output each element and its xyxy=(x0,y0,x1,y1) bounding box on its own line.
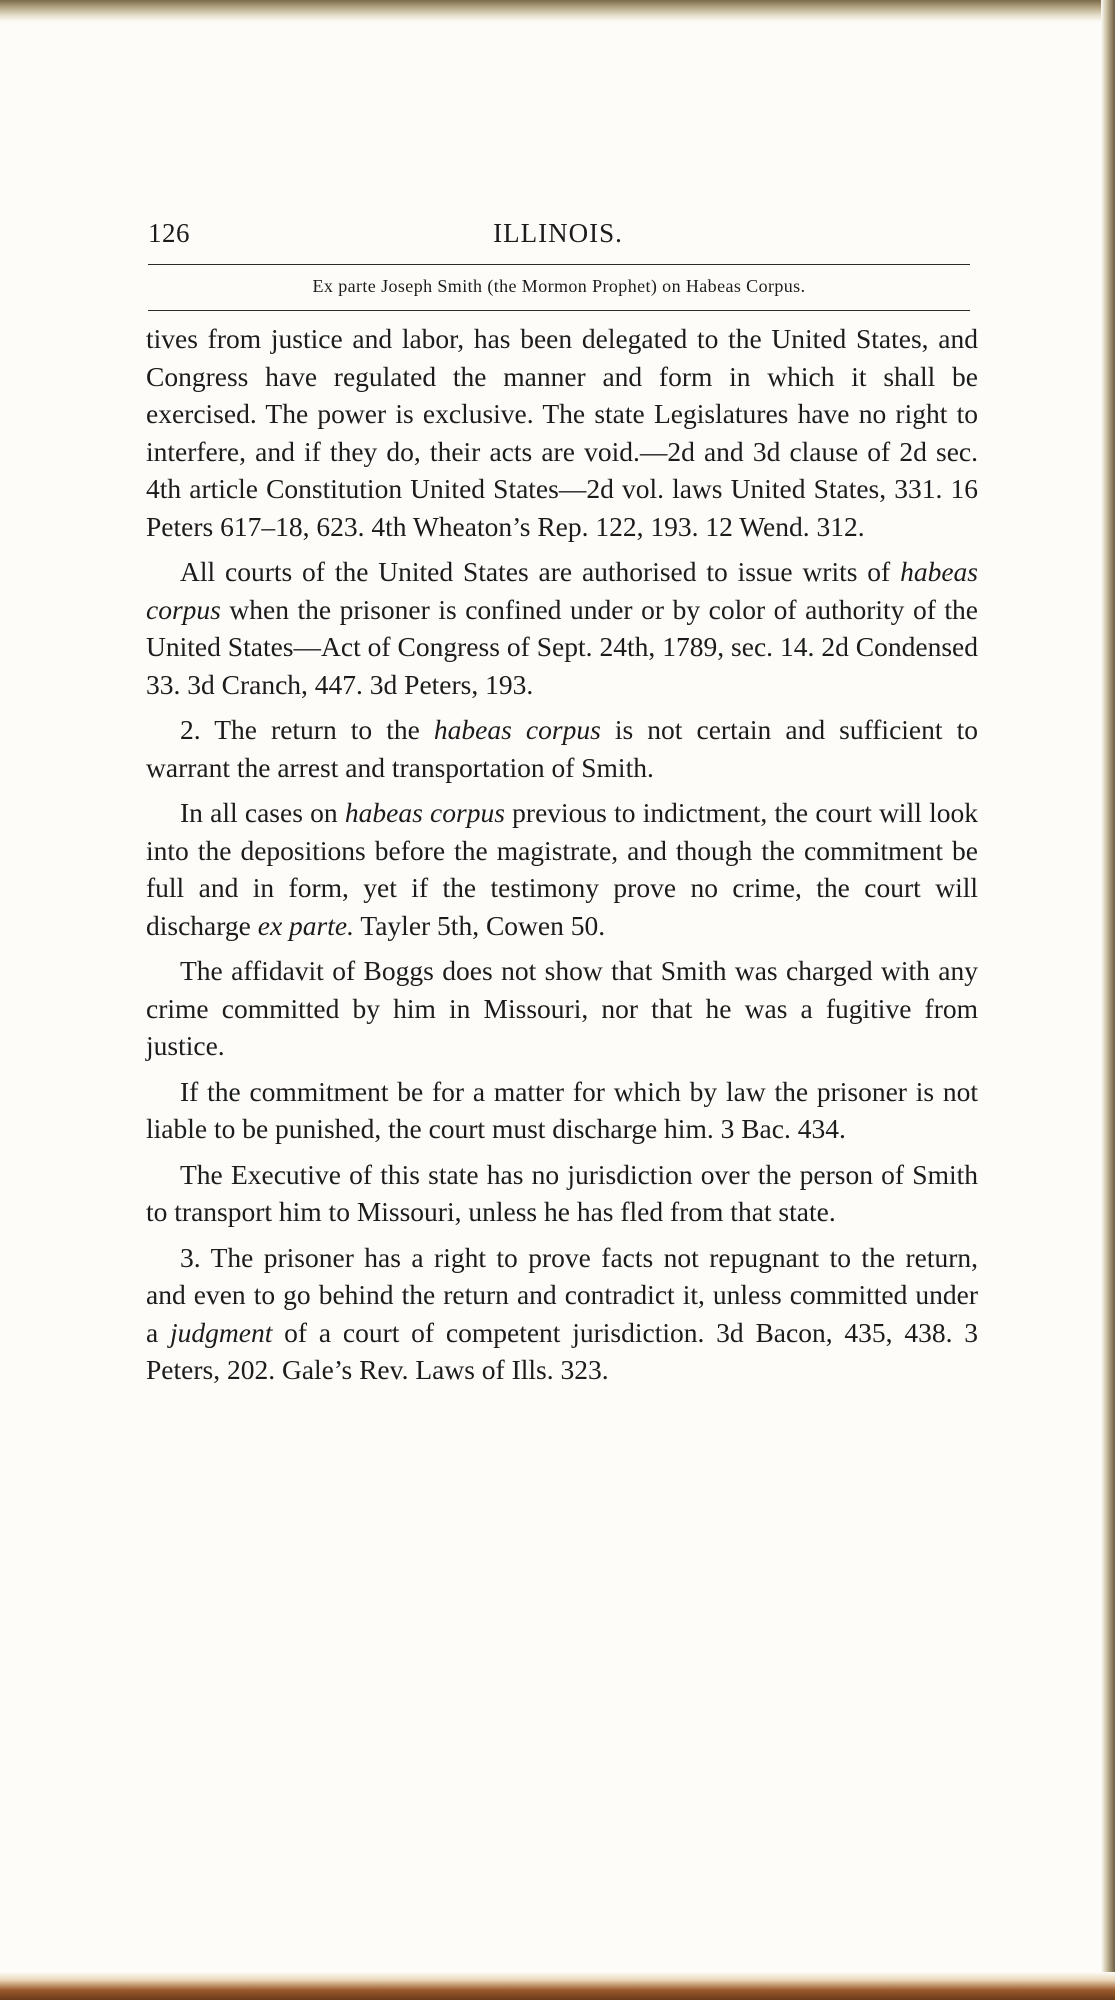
text-run: tives from justice and labor, has been delegated to the United States, and Congress have regulated the manner and form in which it shall be exercised. The power is exclusive. The state Legislatures have no right to interfere, and if they do, their acts are void.—2d and 3d clause of 2d sec. 4th article Constitution United States—2d vol. laws United States, 331. 16 Peters 617–18, 623. 4th Wheaton’s Rep. 122, 193. 12 Wend. 312. xyxy=(146,323,978,542)
text-run: 2. The return to the xyxy=(180,714,434,745)
italic-run: habeas corpus xyxy=(344,797,505,828)
paragraph xyxy=(146,794,978,944)
text-run: If the commitment be for a matter for which by law the prisoner is not liable to be punished, the court must discharge him. 3 Bac. 434. xyxy=(146,1075,978,1144)
paragraph xyxy=(146,553,978,703)
paragraph xyxy=(146,711,978,786)
italic-run: habeas corpus xyxy=(146,556,978,625)
italic-run: ex parte. xyxy=(257,909,354,941)
running-head xyxy=(148,218,968,254)
text-run: is not certain and sufficient to warrant the arrest and transportation of Smith. xyxy=(146,714,978,783)
text-run: Tayler 5th, Cowen 50. xyxy=(353,909,606,941)
page-right-edge xyxy=(1101,0,1115,2000)
body-text xyxy=(146,320,978,1397)
page-bottom-edge xyxy=(0,1972,1115,2000)
case-caption: Ex parte Joseph Smith (the Mormon Prophet) on Habeas Corpus. xyxy=(312,276,806,296)
italic-run: habeas corpus xyxy=(433,714,601,745)
page-top-edge xyxy=(0,0,1115,22)
text-run: previous to indictment, the court will look into the depositions before the magistrate, and though the commitment be full and in form, yet if the testimony prove no crime, the court will discharge xyxy=(146,797,978,941)
text-run: of a court of competent jurisdiction. 3d Bacon, 435, 438. 3 Peters, 202. Gale’s Rev. Laws of Ills. 323. xyxy=(146,1316,978,1385)
text-run: when the prisoner is confined under or by color of authority of the United States—Act of Congress of Sept. 24th, 1789, sec. 14. 2d Condensed 33. 3d Cranch, 447. 3d Peters, 193. xyxy=(146,593,978,700)
italic-run: judgment xyxy=(170,1316,273,1348)
paragraph xyxy=(146,1073,978,1148)
page-number: 126 xyxy=(148,218,190,248)
text-run: In all cases on xyxy=(180,797,345,828)
text-run: The Executive of this state has no jurisdiction over the person of Smith to transport him to Missouri, unless he has fled from that state. xyxy=(146,1158,978,1227)
text-run: 3. The prisoner has a right to prove facts not repugnant to the return, and even to go behind the return and contradict it, unless committed under a xyxy=(146,1241,978,1348)
paragraph xyxy=(146,1156,978,1231)
header-rule-bottom xyxy=(148,310,970,311)
header-rule-top xyxy=(148,264,970,265)
text-run: The affidavit of Boggs does not show that Smith was charged with any crime committed by him in Missouri, nor that he was a fugitive from justice. xyxy=(146,955,978,1061)
text-run: All courts of the United States are authorised to issue writs of xyxy=(180,556,901,587)
page-title: ILLINOIS. xyxy=(493,218,623,248)
paragraph xyxy=(146,320,978,545)
paragraph xyxy=(146,952,978,1065)
paragraph xyxy=(146,1239,978,1389)
